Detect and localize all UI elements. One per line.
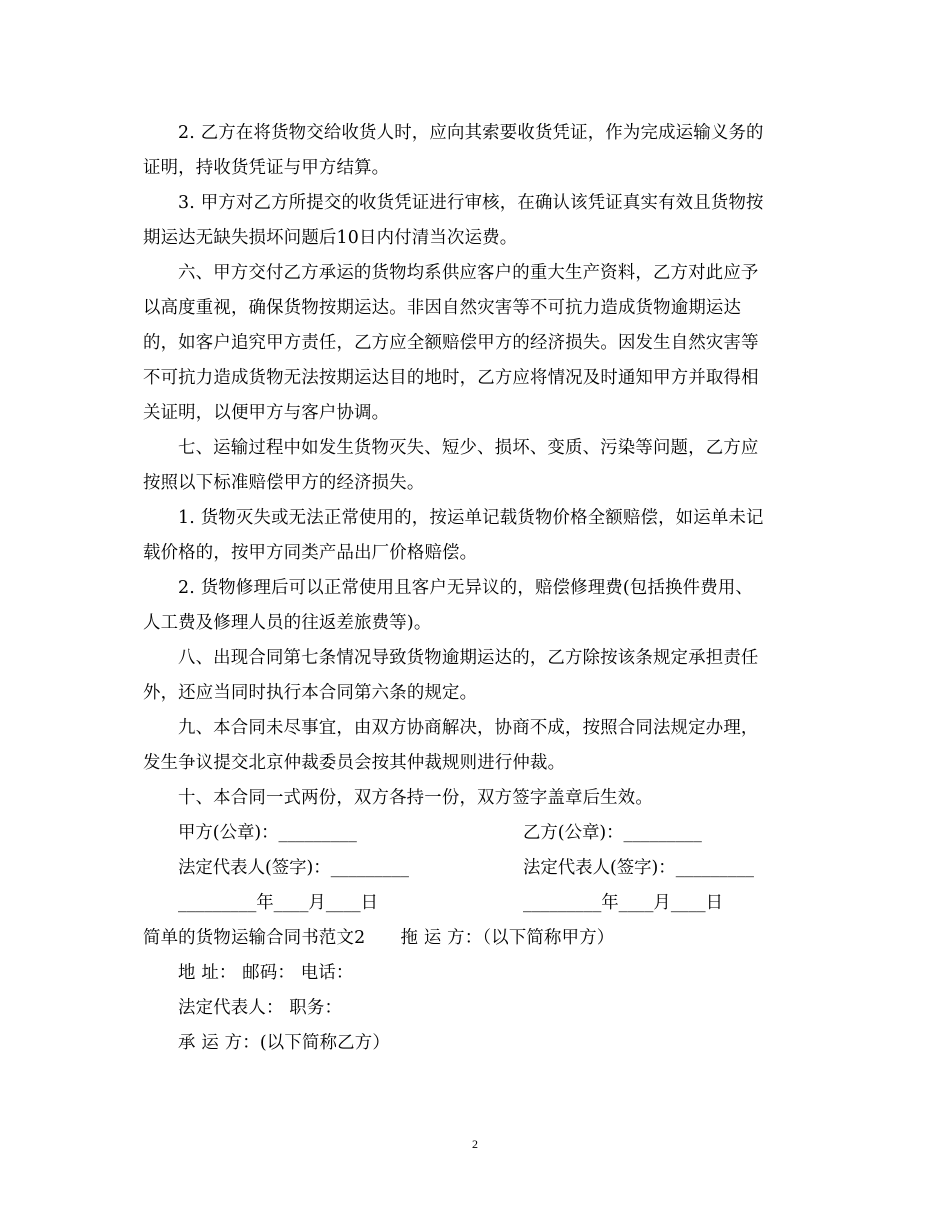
text-line: 按照以下标准赔偿甲方的经济损失。 [143,473,425,493]
text-line: 外，还应当同时执行本合同第六条的规定。 [143,683,478,703]
text-line: 载价格的，按甲方同类产品出厂价格赔偿。 [143,543,478,563]
text-line: 不可抗力造成货物无法按期运达目的地时，乙方应将情况及时通知甲方并取得相 [143,368,759,388]
second-contract-header [143,921,807,1061]
text-line: 十、本合同一式两份，双方各持一份，双方签字盖章后生效。 [178,788,653,808]
signature-row [143,886,807,921]
text-line: 2. 乙方在将货物交给收货人时，应向其索要收货凭证，作为完成运输义务的 [178,123,764,143]
party-b-signature-field: _________年____月____日 [523,893,723,913]
party-b-signature-field: 乙方(公章)：_________ [523,823,702,843]
contract-clauses [143,116,807,816]
text-line: 七、运输过程中如发生货物灭失、短少、损坏、变质、污染等问题，乙方应 [178,438,759,458]
party-a-signature-field: _________年____月____日 [178,893,378,913]
text-line: 六、甲方交付乙方承运的货物均系供应客户的重大生产资料，乙方对此应予 [178,263,759,283]
text-line: 3. 甲方对乙方所提交的收货凭证进行审核，在确认该凭证真实有效且货物按 [178,193,764,213]
page-number: 2 [472,1137,478,1151]
document-body [143,116,807,1061]
party-a-signature-field: 甲方(公章)：_________ [178,823,357,843]
text-line: 1. 货物灭失或无法正常使用的，按运单记载货物价格全额赔偿，如运单未记 [178,508,764,528]
text-line: 八、出现合同第七条情况导致货物逾期运达的，乙方除按该条规定承担责任 [178,648,759,668]
text-line: 的，如客户追究甲方责任，乙方应全额赔偿甲方的经济损失。因发生自然灾害等 [143,333,759,353]
signature-row [143,851,807,886]
party-b-signature-field: 法定代表人(签字)：_________ [523,858,754,878]
text-line: 发生争议提交北京仲裁委员会按其仲裁规则进行仲裁。 [143,753,566,773]
text-line: 人工费及修理人员的往返差旅费等)。 [143,613,432,633]
text-line: 法定代表人： 职务： [178,998,343,1018]
text-line: 简单的货物运输合同书范文2 拖 运 方：（以下简称甲方） [143,928,615,948]
text-line: 承 运 方：(以下简称乙方） [178,1033,390,1053]
text-line: 关证明，以便甲方与客户协调。 [143,403,390,423]
text-line: 证明，持收货凭证与甲方结算。 [143,158,390,178]
party-a-signature-field: 法定代表人(签字)：_________ [178,858,409,878]
text-line: 2. 货物修理后可以正常使用且客户无异议的，赔偿修理费(包括换件费用、 [178,578,754,598]
signature-row [143,816,807,851]
text-line: 地 址： 邮码： 电话： [178,963,354,983]
text-line: 以高度重视，确保货物按期运达。非因自然灾害等不可抗力造成货物逾期运达 [143,298,742,318]
signature-block [143,816,807,921]
text-line: 期运达无缺失损坏问题后10日内付清当次运费。 [143,228,518,248]
text-line: 九、本合同未尽事宜，由双方协商解决，协商不成，按照合同法规定办理， [178,718,759,738]
